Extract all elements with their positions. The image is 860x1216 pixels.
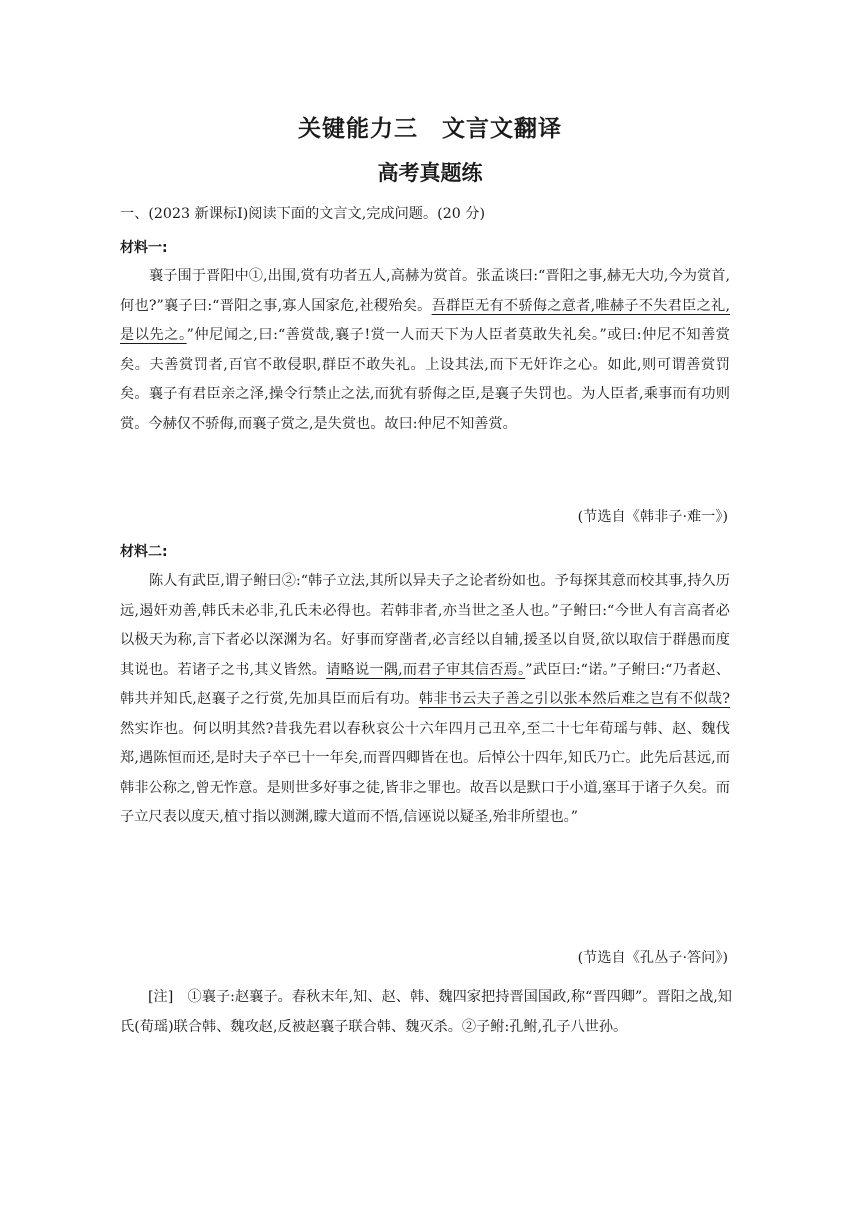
underlined-sentence: 韩非书云夫子善之引以张本然后难之岂有不似哉? bbox=[418, 691, 730, 707]
material-one-source: (节选自《韩非子·难一》) bbox=[577, 509, 728, 525]
passage-text: 然实诈也。何以明其然?昔我先君以春秋哀公十六年四月己丑卒,至二十七年荀瑶与韩、赵、魏伐郑,遇陈恒而还,是时夫子卒已十一年矣,而晋四卿皆在也。后悼公十四年,知氏乃亡。此先后甚远,而韩非公称之,曾无怍意。是则世多好事之徒,皆非之罪也。故吾以是默口于小道,塞耳于诸子久矣。而子立尺表以度天,植寸指以测渊,矇大道而不悟,信诬说以疑圣,殆非所望也。” bbox=[120, 720, 730, 825]
passage-text: ”仲尼闻之,曰:“善赏哉,襄子!赏一人而天下为人臣者莫敢失礼矣。”或曰:仲尼不知善赏矣。夫善赏罚者,百官不敢侵职,群臣不敢失礼。上设其法,而下无奸诈之心。如此,则可谓善赏罚矣。襄子有君臣亲之泽,操令行禁止之法,而犹有骄侮之臣,是襄子失罚也。为人臣者,乘事而有功则赏。今赫仅不骄侮,而襄子赏之,是失赏也。故曰:仲尼不知善赏。 bbox=[120, 327, 730, 432]
underlined-sentence: 请略说一隅,而君子审其信否焉。 bbox=[326, 661, 526, 678]
material-two-label: 材料二: bbox=[120, 544, 168, 560]
passage-text: 陈人有武臣,谓子鲋曰②:“韩子立法,其所以异夫子之论者纷如也。予每探其意而校其事,持久历远,遏奸劝善,韩氏未必非,孔氏未必得也。若韩非者,亦当世之圣人也。”子鲋曰:“今世人有言高者必以极天为称,言下者必以深渊为名。好事而穿凿者,必言经以自辅,援圣以自贤,欲以取信于群愚而度其说也。若诸子之书,其义皆然。 bbox=[120, 573, 730, 678]
material-one-passage bbox=[120, 262, 730, 439]
underlined-sentence: 吾群臣无有不骄侮之意者,唯赫子不失君臣之礼,是以先之。 bbox=[120, 297, 730, 343]
passage-text: 襄子围于晋阳中①,出围,赏有功者五人,高赫为赏首。张孟谈曰:“晋阳之事,赫无大功,今为赏首,何也?”襄子曰:“晋阳之事,寡人国家危,社稷殆矣。 bbox=[120, 268, 730, 314]
page-title: 关键能力三 文言文翻译 bbox=[298, 116, 562, 142]
passage-text: ”武臣曰:“诺。”子鲋曰:“乃者赵、韩共并知氏,赵襄子之行赏,先加具臣而后有功。 bbox=[120, 661, 730, 707]
material-two-passage bbox=[120, 567, 730, 833]
question-prompt: 一、(2023 新课标Ⅰ)阅读下面的文言文,完成问题。(20 分) bbox=[120, 206, 485, 222]
material-two-source: (节选自《孔丛子·答问》) bbox=[577, 950, 728, 966]
material-one-label: 材料一: bbox=[120, 240, 168, 256]
page-subtitle: 高考真题练 bbox=[377, 161, 483, 185]
footnotes: [注] ①襄子:赵襄子。春秋末年,知、赵、韩、魏四家把持晋国国政,称“晋四卿”。晋阳之战,知氏(荀瑶)联合韩、魏攻赵,反被赵襄子联合韩、魏灭杀。②子鲋:孔鲋,孔子八世孙。 bbox=[120, 989, 732, 1035]
